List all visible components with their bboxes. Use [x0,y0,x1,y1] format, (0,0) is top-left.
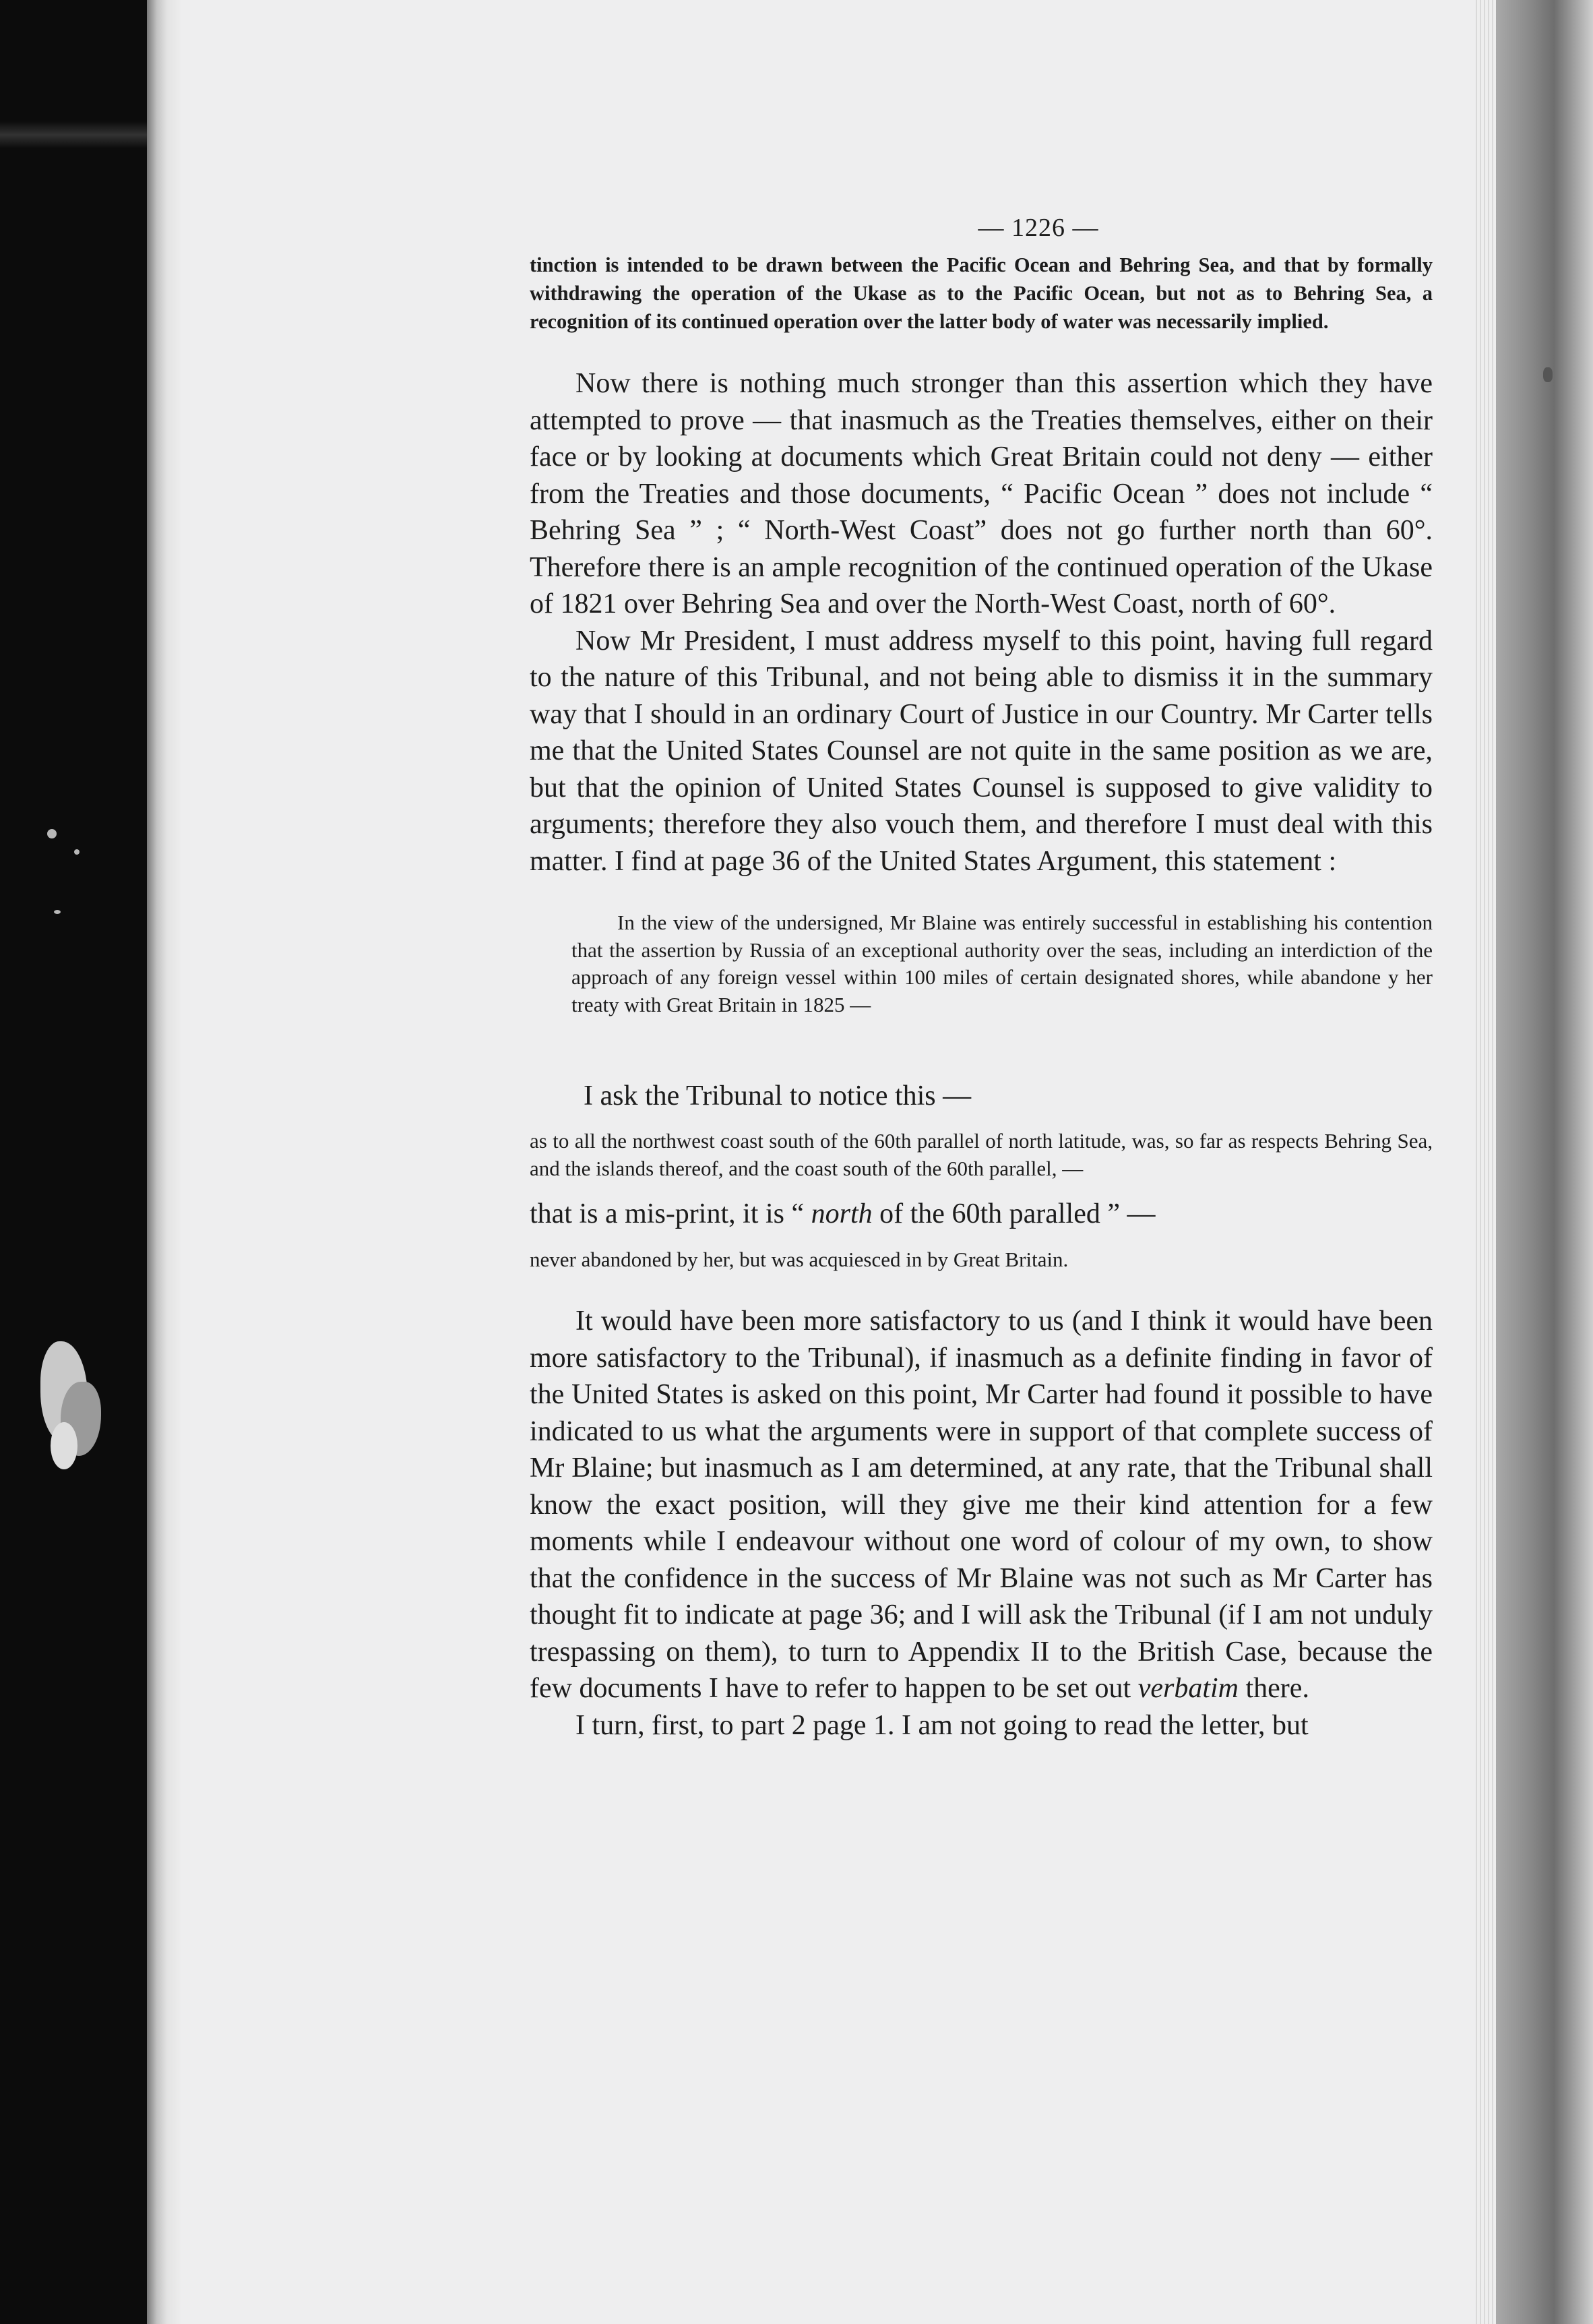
body-paragraph: Now Mr President, I must address myself to this point, having full regard to the nature of this Tribunal, and not being able to dismiss it in the summary way that I should in an ordinary Court of Justice in our Country. Mr Carter tells me that the United States Counsel are not quite in the same position as we are, but that the opinion of United States Counsel is supposed to give validity to arguments; therefore they also vouch them, and therefore I must deal with this matter. I find at page 36 of the United States Argument, this statement : [530,625,1433,877]
body-line: I ask the Tribunal to notice this — [584,1080,972,1111]
body-text: of the 60th paralled ” — [872,1198,1156,1229]
italic-text: verbatim [1137,1673,1239,1704]
scan-mark [1543,367,1553,382]
scan-background-right [1496,0,1593,2324]
body-text: there. [1239,1673,1309,1704]
quoted-statement: as to all the northwest coast south of the 60th parallel of north latitude, was, so far as respects Behring Sea, and the islands thereof, and the coast south of the 60th parallel, — [530,1129,1433,1180]
body-text: that is a mis-print, it is “ [530,1198,811,1229]
page-number: — 1226 — [978,214,1099,242]
body-paragraph: I turn, first, to part 2 page 1. I am not going to read the letter, but [575,1709,1309,1741]
scan-debris [34,829,121,2042]
italic-text: north [811,1198,873,1229]
page-stack-edge [1476,0,1496,2324]
page-content [530,213,1433,1744]
quoted-statement: never abandoned by her, but was acquiesced in by Great Britain. [530,1247,1069,1271]
continued-quote-paragraph: tinction is intended to be drawn between the Pacific Ocean and Behring Sea, and that by formally withdrawing the operation of the Ukase as to the Pacific Ocean, but not as to Behring Sea, a recognition of its continued operation over the latter body of water was necessarily implied. [530,253,1433,333]
quoted-statement: In the view of the undersigned, Mr Blaine was entirely successful in establishing his contention that the assertion by Russia of an exceptional authority over the seas, including an interdiction of the approach of any foreign vessel within 100 miles of certain designated shores, while abandone y her treaty with Great Britain in 1825 — [571,911,1433,1016]
scan-smudge [0,121,147,148]
body-text: It would have been more satisfactory to us (and I think it would have been more satisfactory to the Tribunal), if inasmuch as a definite finding in favor of the United States is asked on this point, Mr Carter had found it possible to have indicated to us what the arguments were in support of that complete success of Mr Blaine; but inasmuch as I am determined, at any rate, that the Tribunal shall know the exact position, will they give me their kind attention for a few moments while I endeavour without one word of colour of my own, to show that the confidence in the success of Mr Blaine was not such as Mr Carter has thought fit to indicate at page 36; and I will ask the Tribunal (if I am not unduly trespassing on them), to turn to Appendix II to the British Case, because the few documents I have to refer to happen to be set out [530,1306,1433,1704]
body-paragraph: Now there is nothing much stronger than this assertion which they have attempted to prove — that inasmuch as the Treaties themselves, either on their face or by looking at documents which Great Britain could not deny — either from the Treaties and those documents, “ Pacific Ocean ” does not include “ Behring Sea ” ; “ North-West Coast” does not go further north than 60°. Therefore there is an ample recognition of the continued operation of the Ukase of 1821 over Behring Sea and over the North-West Coast, north of 60°. [530,368,1433,619]
body-paragraph [530,1303,1433,1707]
body-line [530,1196,1433,1233]
book-binding-edge [147,0,181,2324]
